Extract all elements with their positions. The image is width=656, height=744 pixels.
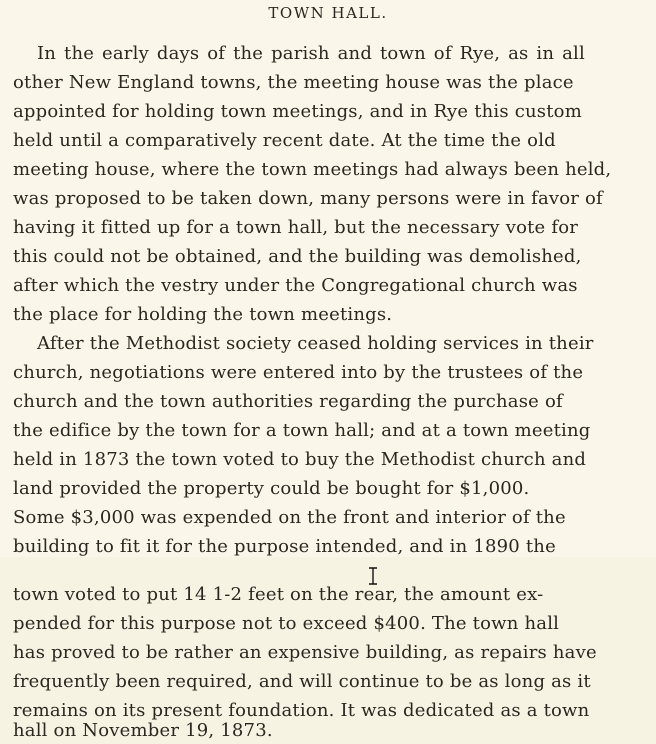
text-line-13: church and the town authorities regarding the purchase of [13,391,563,412]
text-line-20: pended for this purpose not to exceed $400. The town hall [13,613,560,634]
text-line-6: was proposed to be taken down, many persons were in favor of [13,188,603,209]
text-line-1: In the early days of the parish and town of Rye, as in all [37,43,585,64]
text-line-23: remains on its present foundation. It was dedicated as a town [13,700,590,721]
text-line-19: town voted to put 14 1-2 feet on the rear, the amount ex- [13,584,544,605]
text-line-24: hall on November 19, 1873. [13,720,273,741]
text-line-3: appointed for holding town meetings, and in Rye this custom [13,101,582,122]
text-line-17: Some $3,000 was expended on the front and interior of the [13,507,566,528]
text-cursor-icon [368,567,378,585]
text-line-11: After the Methodist society ceased holding services in their [37,333,594,354]
text-line-10: the place for holding the town meetings. [13,304,393,325]
text-line-15: held in 1873 the town voted to buy the Methodist church and [13,449,587,470]
text-line-12: church, negotiations were entered into by the trustees of the [13,362,584,383]
text-line-16: land provided the property could be bought for $1,000. [13,478,530,499]
text-line-4: held until a comparatively recent date. At the time the old [13,130,556,151]
text-line-18: building to fit it for the purpose intended, and in 1890 the [13,536,556,557]
text-line-14: the edifice by the town for a town hall; and at a town meeting [13,420,591,441]
text-line-5: meeting house, where the town meetings had always been held, [13,159,612,180]
text-line-22: frequently been required, and will continue to be as long as it [13,671,591,692]
text-line-7: having it fitted up for a town hall, but the necessary vote for [13,217,579,238]
page-heading: TOWN HALL. [268,4,388,22]
text-line-9: after which the vestry under the Congregational church was [13,275,578,296]
text-line-2: other New England towns, the meeting house was the place [13,72,574,93]
text-line-21: has proved to be rather an expensive building, as repairs have [13,642,597,663]
text-line-8: this could not be obtained, and the building was demolished, [13,246,582,267]
